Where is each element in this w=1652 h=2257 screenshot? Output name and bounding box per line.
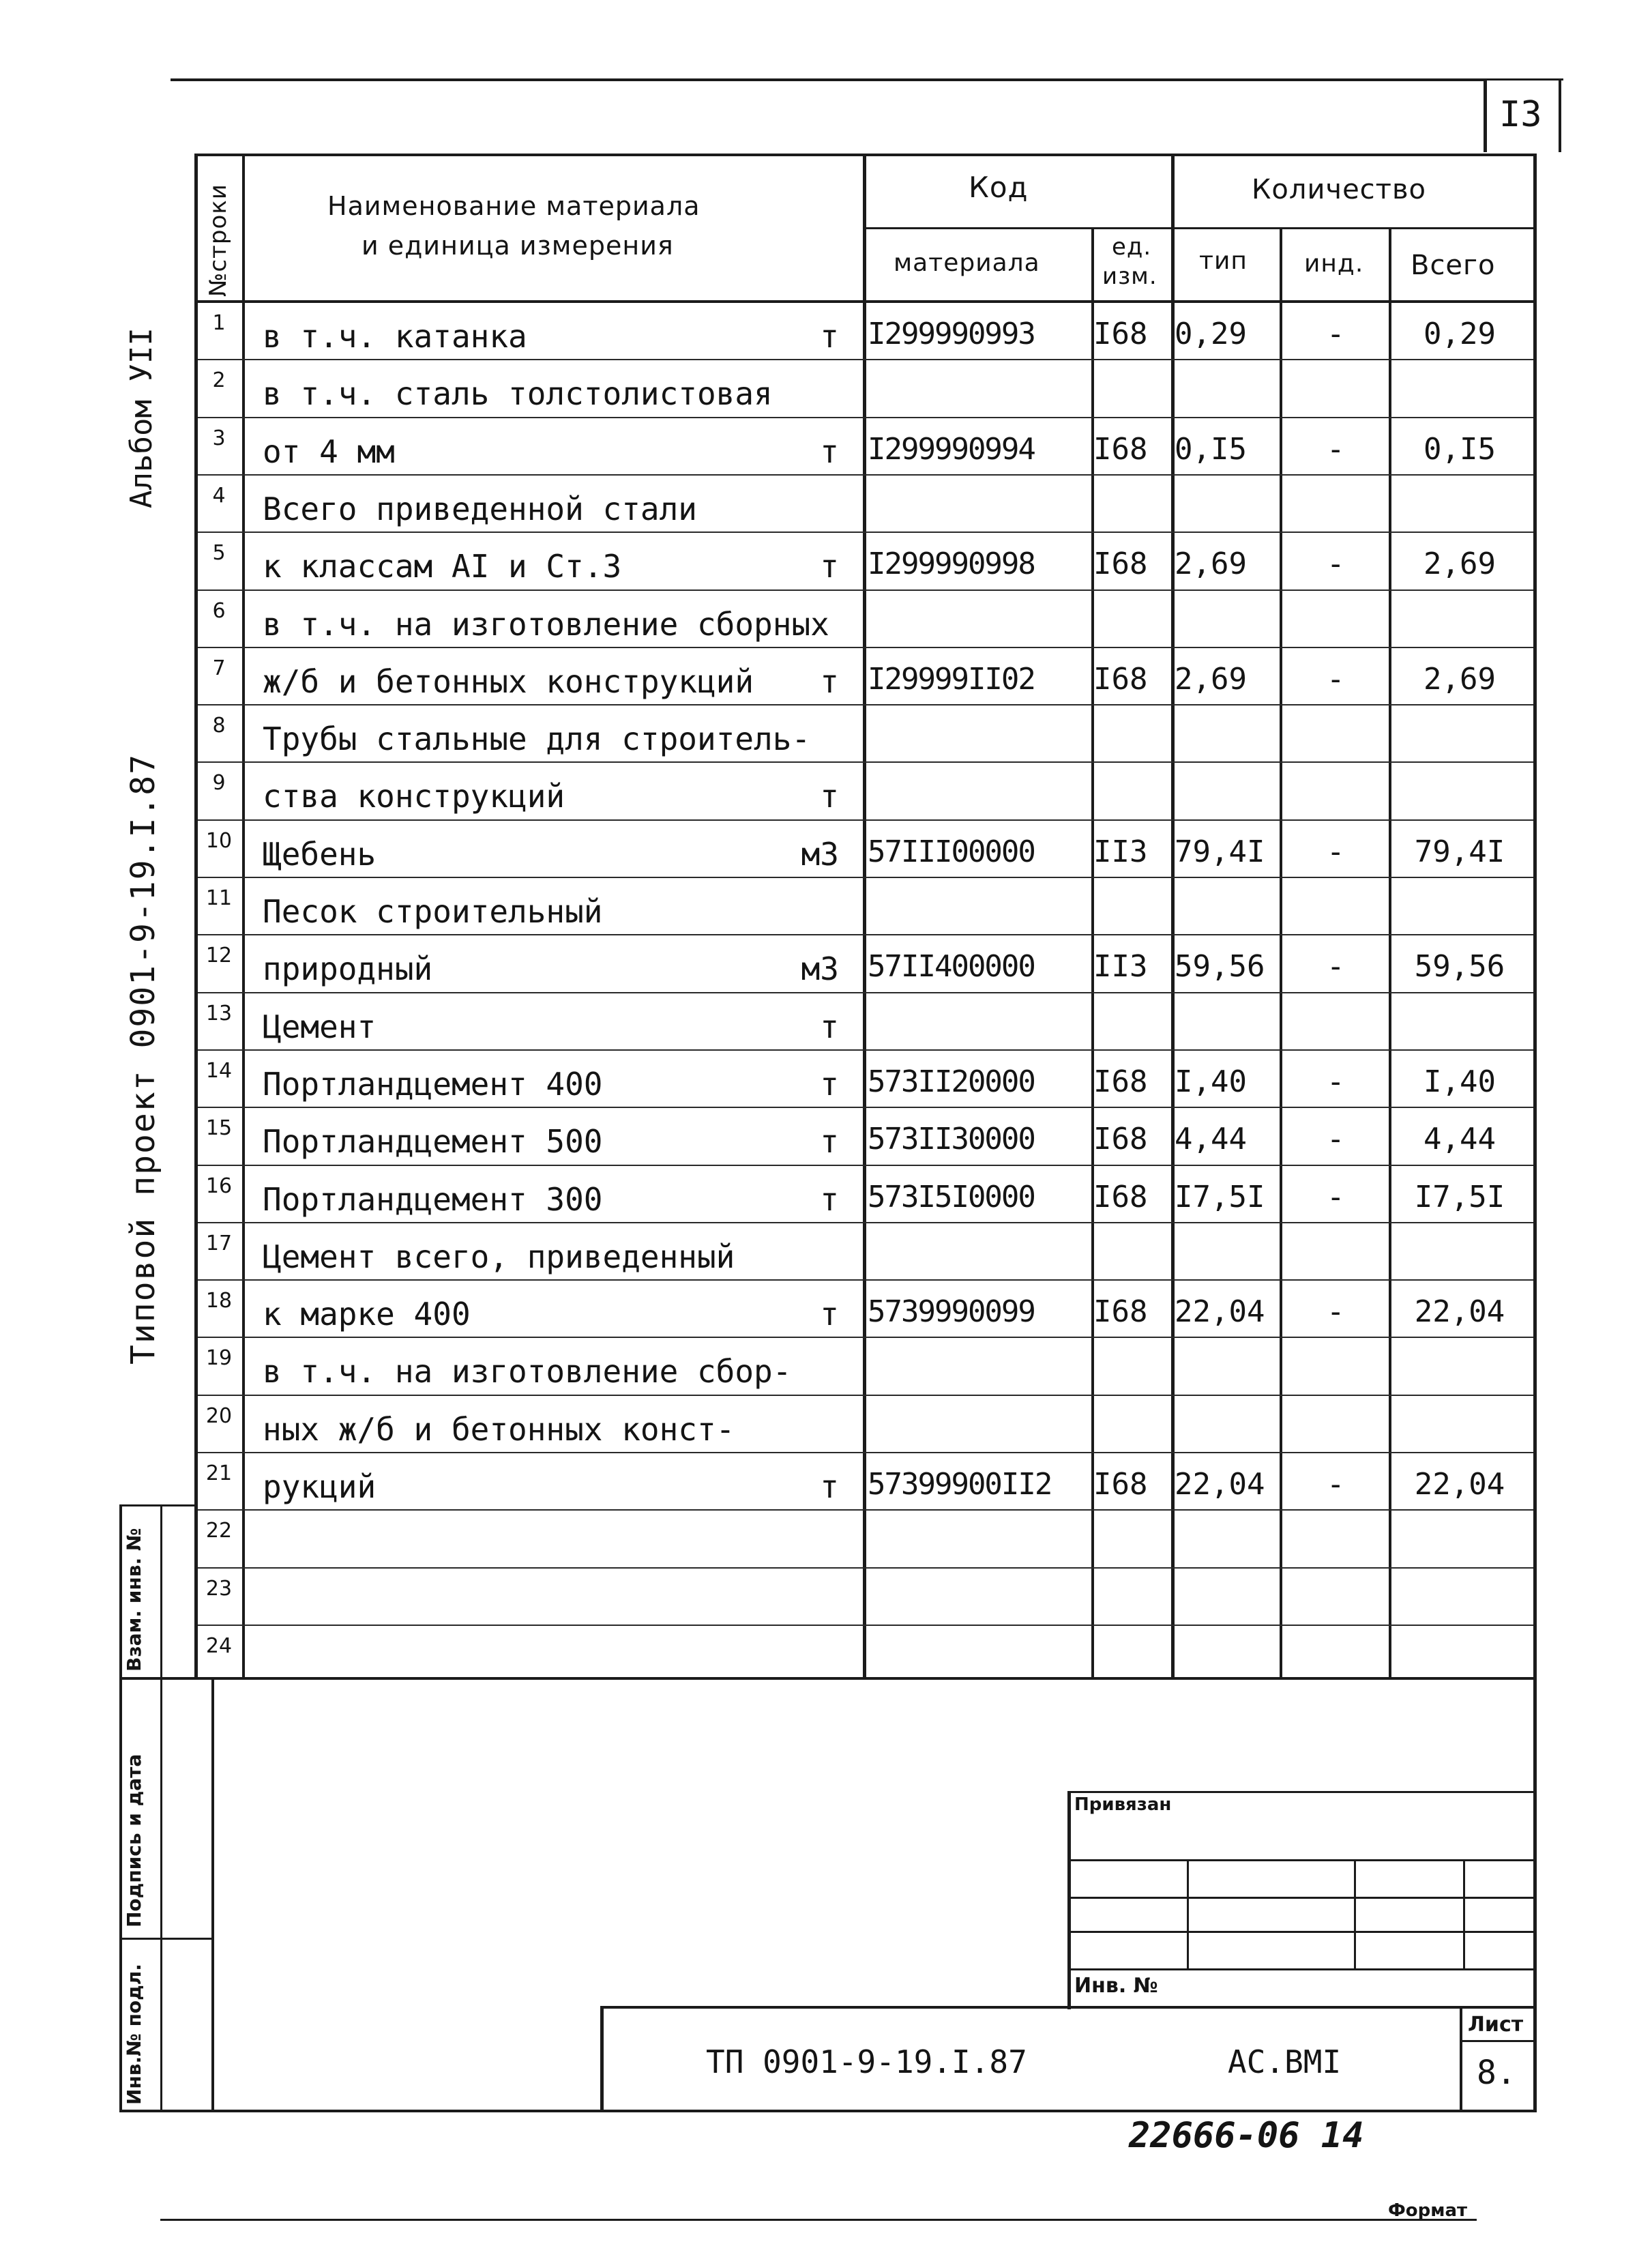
header-row-number: №строки (205, 184, 232, 297)
unit-symbol: т (820, 1296, 839, 1333)
quantity-ind: - (1327, 949, 1345, 985)
table-row (0, 1626, 1652, 1683)
table-row (0, 1051, 1652, 1108)
row-number: 19 (205, 1346, 233, 1371)
header-unit-line1: ед. (1112, 233, 1152, 261)
material-name: Трубы стальные для строитель- (263, 720, 811, 758)
format-label: Формат (1388, 2200, 1468, 2221)
quantity-tip: I7,5I (1175, 1179, 1265, 1214)
header-name-line1: Наименование материала (327, 191, 700, 221)
material-name: в т.ч. на изготовление сборных (263, 605, 829, 643)
table-row (0, 1453, 1652, 1511)
row-number: 24 (205, 1633, 233, 1658)
unit-symbol: т (820, 1008, 839, 1045)
quantity-total: 22,04 (1414, 1467, 1505, 1502)
material-name: Щебень (263, 835, 377, 873)
table-row (0, 360, 1652, 418)
table-row (0, 763, 1652, 820)
sheet-corner-number: I3 (1499, 94, 1542, 135)
unit-symbol: т (820, 662, 839, 700)
table-row (0, 821, 1652, 878)
quantity-total: 59,56 (1414, 949, 1505, 985)
header-quantity: Количество (1252, 174, 1427, 205)
row-number: 3 (212, 426, 226, 450)
podpis-data-label: Подпись и дата (123, 1753, 145, 1927)
table-row (0, 935, 1652, 993)
material-name: Цемент (263, 1008, 377, 1045)
material-name: Песок строительный (263, 893, 603, 930)
table-row (0, 1223, 1652, 1281)
quantity-total: 79,4I (1414, 834, 1505, 869)
material-name: Портландцемент 500 (263, 1123, 603, 1161)
stamp-designation: ТП 0901-9-19.I.87 (706, 2043, 1027, 2080)
material-code: 5739990099 (868, 1294, 1035, 1330)
material-name: Портландцемент 300 (263, 1180, 603, 1218)
row-number: 20 (205, 1403, 233, 1428)
quantity-ind: - (1327, 317, 1345, 351)
table-row (0, 1511, 1652, 1568)
row-number: 9 (212, 771, 226, 796)
row-number: 10 (205, 828, 233, 853)
handwritten-archive-number: 22666-06 14 (1129, 2115, 1364, 2156)
quantity-total: 0,29 (1424, 317, 1496, 351)
row-number: 18 (205, 1289, 233, 1313)
header-name-line2: и единица измерения (362, 231, 674, 261)
unit-code: I68 (1093, 317, 1148, 351)
quantity-ind: - (1327, 1179, 1345, 1214)
quantity-tip: 22,04 (1175, 1467, 1265, 1502)
unit-symbol: м3 (801, 950, 839, 988)
quantity-ind: - (1327, 547, 1345, 582)
quantity-ind: - (1327, 1467, 1345, 1502)
table-row (0, 1396, 1652, 1453)
quantity-tip: 22,04 (1175, 1294, 1265, 1330)
quantity-tip: I,40 (1175, 1064, 1247, 1099)
header-total: Всего (1411, 250, 1496, 281)
row-number: 12 (205, 944, 233, 968)
row-number: 16 (205, 1174, 233, 1198)
material-code: 573II30000 (868, 1122, 1035, 1157)
unit-symbol: т (820, 1468, 839, 1505)
table-row (0, 993, 1652, 1051)
unit-code: I68 (1093, 1064, 1148, 1099)
table-row (0, 705, 1652, 763)
quantity-ind: - (1327, 1122, 1345, 1157)
row-number: 22 (205, 1519, 233, 1543)
material-code: I299990998 (868, 547, 1035, 582)
row-number: 4 (212, 483, 226, 508)
table-row (0, 418, 1652, 476)
unit-code: I68 (1093, 1179, 1148, 1214)
material-name: к классам AI и Ст.3 (263, 548, 622, 585)
header-code: Код (969, 171, 1029, 204)
table-row (0, 1338, 1652, 1395)
header-unit-line2: изм. (1102, 263, 1157, 290)
material-code: I299990993 (868, 317, 1035, 351)
album-label: Альбом УII (124, 327, 159, 508)
table-row (0, 1281, 1652, 1338)
unit-symbol: т (820, 548, 839, 585)
material-name: ства конструкций (263, 778, 565, 815)
table-row (0, 1108, 1652, 1165)
unit-symbol: т (820, 1180, 839, 1218)
row-number: 1 (212, 311, 226, 335)
quantity-ind: - (1327, 834, 1345, 869)
material-code: 57III00000 (868, 834, 1035, 869)
material-code: I299990994 (868, 431, 1035, 467)
unit-symbol: т (820, 778, 839, 815)
stamp-list-label: Лист (1468, 2013, 1524, 2037)
header-ind: инд. (1304, 250, 1364, 278)
row-number: 6 (212, 598, 226, 623)
row-number: 21 (205, 1461, 233, 1485)
unit-code: I68 (1093, 1122, 1148, 1157)
row-number: 2 (212, 368, 226, 393)
row-number: 11 (205, 886, 233, 910)
quantity-total: 0,I5 (1424, 431, 1496, 467)
quantity-tip: 2,69 (1175, 547, 1247, 582)
unit-code: II3 (1093, 834, 1148, 869)
material-name: Портландцемент 400 (263, 1065, 603, 1103)
table-row (0, 591, 1652, 648)
stamp-section: АС.ВМI (1228, 2043, 1342, 2080)
quantity-ind: - (1327, 1294, 1345, 1330)
material-name: в т.ч. на изготовление сбор- (263, 1353, 792, 1390)
unit-code: I68 (1093, 547, 1148, 582)
table-row (0, 476, 1652, 533)
unit-code: I68 (1093, 1294, 1148, 1330)
header-tip: тип (1199, 247, 1248, 275)
row-number: 13 (205, 1001, 233, 1025)
unit-symbol: т (820, 318, 839, 355)
table-row (0, 648, 1652, 705)
quantity-ind: - (1327, 1064, 1345, 1099)
quantity-total: 4,44 (1424, 1122, 1496, 1157)
quantity-total: 22,04 (1414, 1294, 1505, 1330)
unit-symbol: т (820, 1123, 839, 1161)
material-code: 573II20000 (868, 1064, 1035, 1099)
material-name: рукций (263, 1468, 377, 1505)
material-code: I29999II02 (868, 661, 1035, 697)
unit-code: I68 (1093, 431, 1148, 467)
quantity-total: 2,69 (1424, 661, 1496, 697)
vzam-inv-label: Взам. инв. № (123, 1528, 145, 1672)
quantity-ind: - (1327, 661, 1345, 697)
row-number: 15 (205, 1116, 233, 1141)
table-row (0, 1569, 1652, 1626)
row-number: 23 (205, 1576, 233, 1601)
material-code: 573I5I0000 (868, 1179, 1035, 1214)
material-name: Цемент всего, приведенный (263, 1238, 735, 1275)
stamp-list-number: 8. (1477, 2054, 1516, 2092)
material-code: 57399900II2 (868, 1467, 1052, 1502)
quantity-total: I,40 (1424, 1064, 1496, 1099)
quantity-tip: 2,69 (1175, 661, 1247, 697)
quantity-tip: 4,44 (1175, 1122, 1247, 1157)
material-name: от 4 мм (263, 433, 395, 470)
unit-code: I68 (1093, 661, 1148, 697)
header-material: материала (894, 249, 1040, 277)
stamp-privyazan: Привязан (1074, 1794, 1172, 1815)
material-name: в т.ч. катанка (263, 318, 527, 355)
quantity-ind: - (1327, 431, 1345, 467)
unit-symbol: т (820, 1065, 839, 1103)
row-number: 17 (205, 1231, 233, 1255)
unit-code: II3 (1093, 949, 1148, 985)
quantity-tip: 0,I5 (1175, 431, 1247, 467)
unit-code: I68 (1093, 1467, 1148, 1502)
quantity-tip: 79,4I (1175, 834, 1265, 869)
unit-symbol: м3 (801, 835, 839, 873)
row-number: 5 (212, 541, 226, 566)
table-row (0, 1166, 1652, 1223)
project-label: Типовой проект 0901-9-19.I.87 (124, 753, 162, 1365)
quantity-total: 2,69 (1424, 547, 1496, 582)
material-name: в т.ч. сталь толстолистовая (263, 375, 773, 413)
row-number: 14 (205, 1058, 233, 1083)
row-number: 7 (212, 656, 226, 680)
material-name: ных ж/б и бетонных конст- (263, 1410, 735, 1448)
quantity-tip: 59,56 (1175, 949, 1265, 985)
stamp-inv-no: Инв. № (1074, 1974, 1158, 1998)
material-code: 57II400000 (868, 949, 1035, 985)
quantity-tip: 0,29 (1175, 317, 1247, 351)
quantity-total: I7,5I (1414, 1179, 1505, 1214)
table-row (0, 878, 1652, 935)
material-name: к марке 400 (263, 1296, 471, 1333)
unit-symbol: т (820, 433, 839, 470)
material-name: ж/б и бетонных конструкций (263, 662, 754, 700)
table-row (0, 533, 1652, 590)
material-name: Всего приведенной стали (263, 490, 697, 527)
inv-podl-label: Инв.№ подл. (123, 1964, 145, 2105)
table-row (0, 303, 1652, 360)
row-number: 8 (212, 714, 226, 738)
material-name: природный (263, 950, 433, 988)
